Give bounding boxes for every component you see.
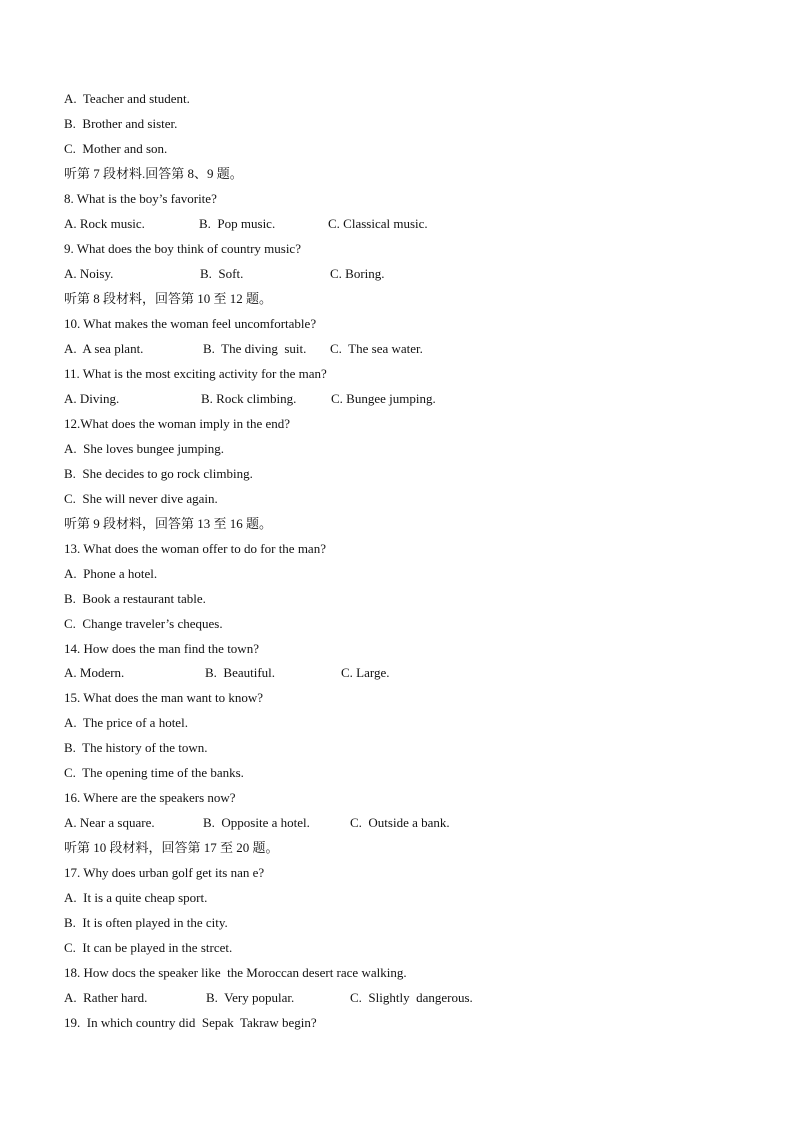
question-14: 14. How does the man find the town? <box>64 641 259 656</box>
option-b: B. Rock climbing. <box>201 391 297 406</box>
option-a: A. Noisy. <box>64 266 114 281</box>
question-12: 12.What does the woman imply in the end? <box>64 416 291 431</box>
option-b: B. Pop music. <box>199 216 276 231</box>
option-line: B. Brother and sister. <box>64 116 178 131</box>
option-c: C. Outside a bank. <box>350 815 450 830</box>
option-a: A. Rock music. <box>64 216 145 231</box>
options-row <box>64 213 428 235</box>
option-b: B. Beautiful. <box>205 665 276 680</box>
options-row <box>64 388 436 410</box>
option-b: B. Soft. <box>200 266 244 281</box>
option-c: C. Boring. <box>330 266 385 281</box>
question-8: 8. What is the boy’s favorite? <box>64 191 217 206</box>
option-line: A. Teacher and student. <box>64 91 190 106</box>
option-c: C. Classical music. <box>328 216 428 231</box>
option-line: A. Phone a hotel. <box>64 566 158 581</box>
question-10: 10. What makes the woman feel uncomfortable? <box>64 316 317 331</box>
option-line: C. The opening time of the banks. <box>64 765 244 780</box>
options-row <box>64 987 473 1009</box>
option-a: A. Near a square. <box>64 815 155 830</box>
options-row <box>64 662 390 684</box>
option-c: C. Bungee jumping. <box>331 391 436 406</box>
option-line: A. The price of a hotel. <box>64 715 188 730</box>
section-heading: 听第 9 段材料，回答第 13 至 16 题。 <box>64 516 273 531</box>
option-b: B. Very popular. <box>206 990 295 1005</box>
section-heading: 听第 10 段材料，回答第 17 至 20 题。 <box>64 840 279 855</box>
option-a: A. A sea plant. <box>64 341 144 356</box>
question-16: 16. Where are the speakers now? <box>64 790 236 805</box>
options-row <box>64 812 450 834</box>
question-18: 18. How docs the speaker like the Moroccan desert race walking. <box>64 965 407 980</box>
option-line: A. It is a quite cheap sport. <box>64 890 208 905</box>
section-heading: 听第 8 段材料，回答第 10 至 12 题。 <box>64 291 273 306</box>
question-15: 15. What does the man want to know? <box>64 690 264 705</box>
options-row <box>64 263 385 285</box>
option-line: A. She loves bungee jumping. <box>64 441 224 456</box>
question-13: 13. What does the woman offer to do for the man? <box>64 541 326 556</box>
question-11: 11. What is the most exciting activity for the man? <box>64 366 327 381</box>
option-line: C. She will never dive again. <box>64 491 218 506</box>
question-17: 17. Why does urban golf get its nan e? <box>64 865 265 880</box>
section-heading: 听第 7 段材料.回答第 8、9 题。 <box>64 166 243 181</box>
option-c: C. The sea water. <box>330 341 423 356</box>
option-line: B. Book a restaurant table. <box>64 591 206 606</box>
option-line: C. Mother and son. <box>64 141 168 156</box>
option-line: C. It can be played in the strcet. <box>64 940 233 955</box>
option-b: B. The diving suit. <box>203 341 307 356</box>
option-a: A. Modern. <box>64 665 125 680</box>
question-19: 19. In which country did Sepak Takraw begin? <box>64 1015 317 1030</box>
option-a: A. Diving. <box>64 391 120 406</box>
options-row <box>64 338 423 360</box>
option-c: C. Large. <box>341 665 390 680</box>
option-line: B. The history of the town. <box>64 740 208 755</box>
option-line: C. Change traveler’s cheques. <box>64 616 223 631</box>
option-a: A. Rather hard. <box>64 990 148 1005</box>
question-9: 9. What does the boy think of country music? <box>64 241 301 256</box>
option-c: C. Slightly dangerous. <box>350 990 473 1005</box>
option-line: B. She decides to go rock climbing. <box>64 466 253 481</box>
option-line: B. It is often played in the city. <box>64 915 228 930</box>
option-b: B. Opposite a hotel. <box>203 815 310 830</box>
